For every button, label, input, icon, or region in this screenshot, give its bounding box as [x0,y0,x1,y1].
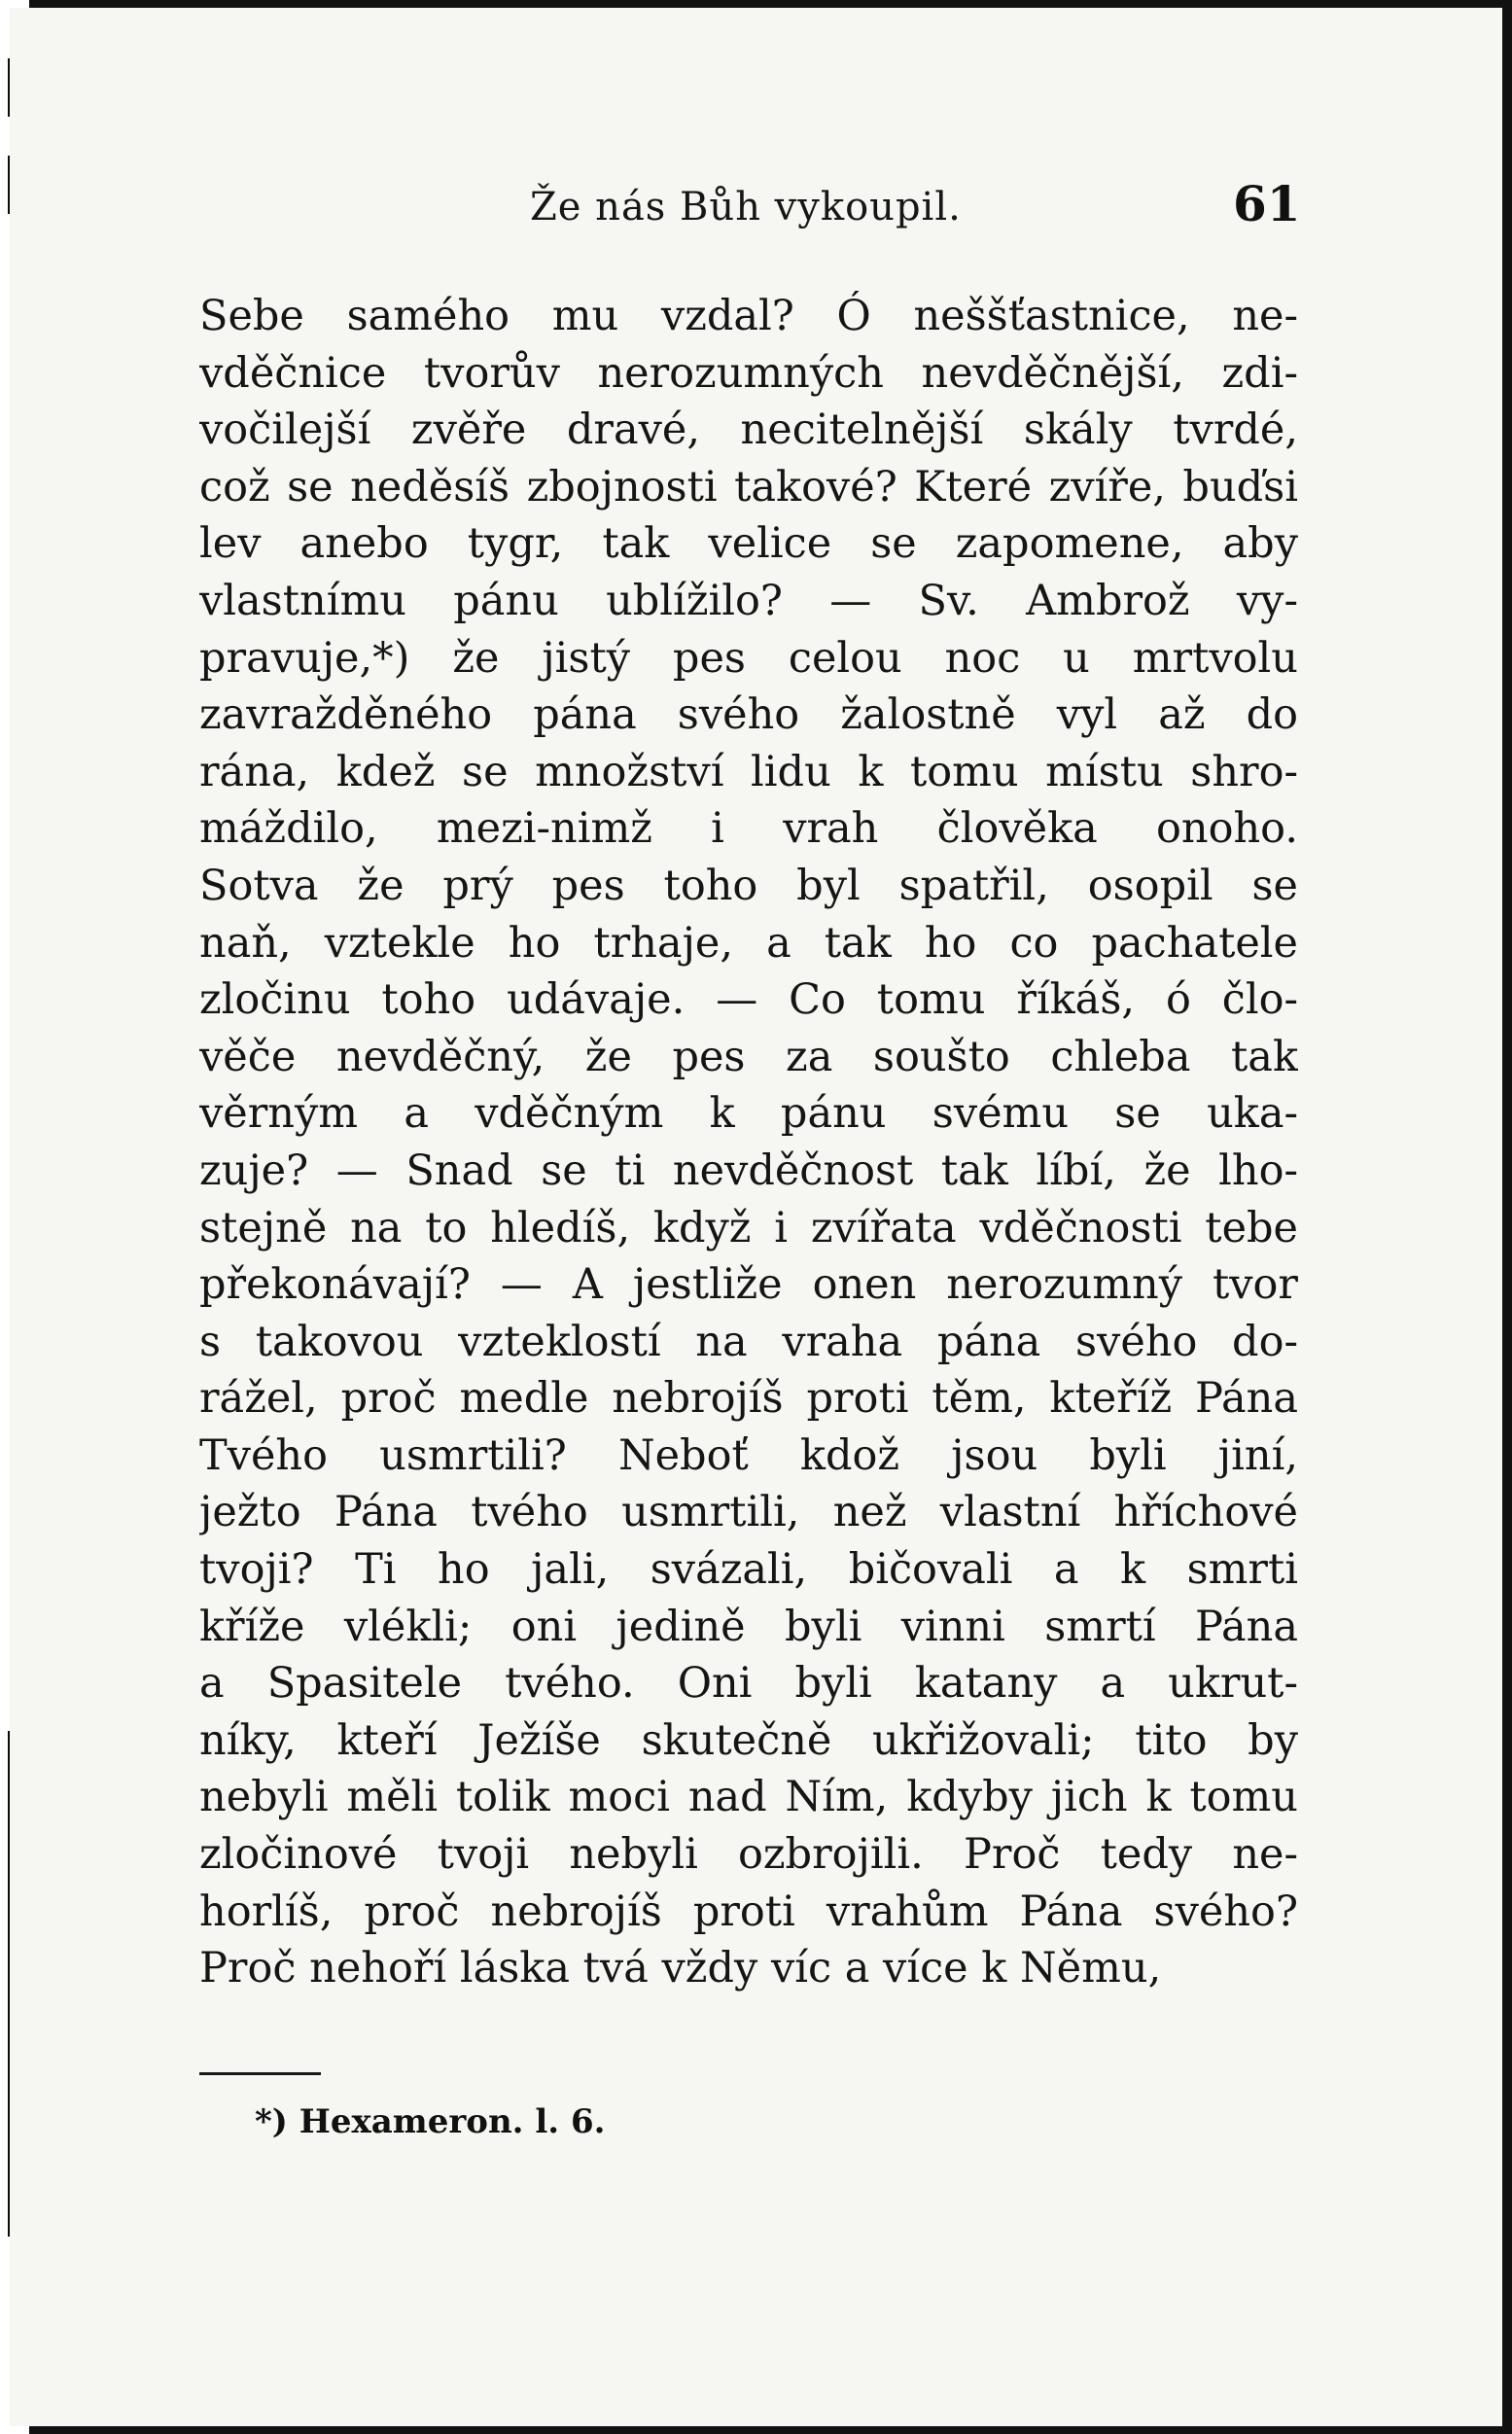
text-line: naň, vztekle ho trhaje, a tak ho co pachatele [199,918,1298,968]
text-line: kříže vlékli; oni jedině byli vinni smrtí Pána [199,1602,1298,1651]
text-line: Sotva že prý pes toho byl spatřil, osopil se [199,861,1298,910]
text-line: což se neděsíš zbojnosti takové? Které zvíře, buďsi [199,462,1298,511]
footnote-rule [199,2072,321,2075]
text-line: vočilejší zvěře dravé, necitelnější skály tvrdé, [199,406,1298,455]
text-line: vděčnice tvorův nerozumných nevděčnější, zdi- [199,348,1298,398]
text-line: nebyli měli tolik moci nad Ním, kdyby jich k tomu [199,1773,1298,1822]
text-line: a Spasitele tvého. Oni byli katany a ukrut- [199,1659,1298,1709]
text-line: níky, kteří Ježíše skutečně ukřižovali; tito by [199,1715,1298,1765]
text-line: věrným a vděčným k pánu svému se uka- [199,1089,1298,1139]
text-line: Proč nehoří láska tvá vždy víc a více k Němu, [199,1944,1162,1993]
text-line: Sebe samého mu vzdal? Ó neššťastnice, ne- [199,292,1298,340]
text-line: zločinové tvoji nebyli ozbrojili. Proč tedy ne- [199,1830,1298,1880]
text-line: ježto Pána tvého usmrtili, než vlastní hříchové [199,1488,1298,1537]
text-line: pravuje,*) že jistý pes celou noc u mrtvolu [199,633,1298,683]
footnote: *) Hexameron. l. 6. [255,2102,606,2141]
text-line: zavražděného pána svého žalostně vyl až do [199,690,1298,740]
text-line: stejně na to hledíš, když i zvířata vděčnosti tebe [199,1203,1298,1252]
text-line: s takovou vzteklostí na vraha pána svého do- [199,1317,1298,1366]
text-line: Tvého usmrtili? Neboť kdož jsou byli jiní, [199,1430,1298,1480]
running-title: Že nás Bůh vykoupil. [530,185,962,229]
text-line: zuje? — Snad se ti nevděčnost tak líbí, že lho- [199,1146,1298,1195]
text-line: překonávají? — A jestliže onen nerozumný tvor [199,1260,1298,1310]
text-line: lev anebo tygr, tak velice se zapomene, aby [199,519,1298,569]
text-line: rána, kdež se množství lidu k tomu místu shro- [199,747,1298,796]
text-line: tvoji? Ti ho jali, svázali, bičovali a k smrti [199,1545,1298,1595]
text-line: horlíš, proč nebrojíš proti vrahům Pána svého? [199,1887,1298,1936]
body-text [199,288,1298,1997]
text-line: máždilo, mezi-nimž i vrah člověka onoho. [199,804,1298,854]
text-line: věče nevděčný, že pes za soušto chleba tak [199,1032,1298,1081]
text-line: vlastnímu pánu ublížilo? — Sv. Ambrož vy- [199,576,1298,625]
text-line: rážel, proč medle nebrojíš proti těm, kteříž Pána [199,1374,1298,1424]
text-line: zločinu toho udávaje. — Co tomu říkáš, ó člo- [199,975,1298,1025]
page-number: 61 [1233,175,1301,232]
